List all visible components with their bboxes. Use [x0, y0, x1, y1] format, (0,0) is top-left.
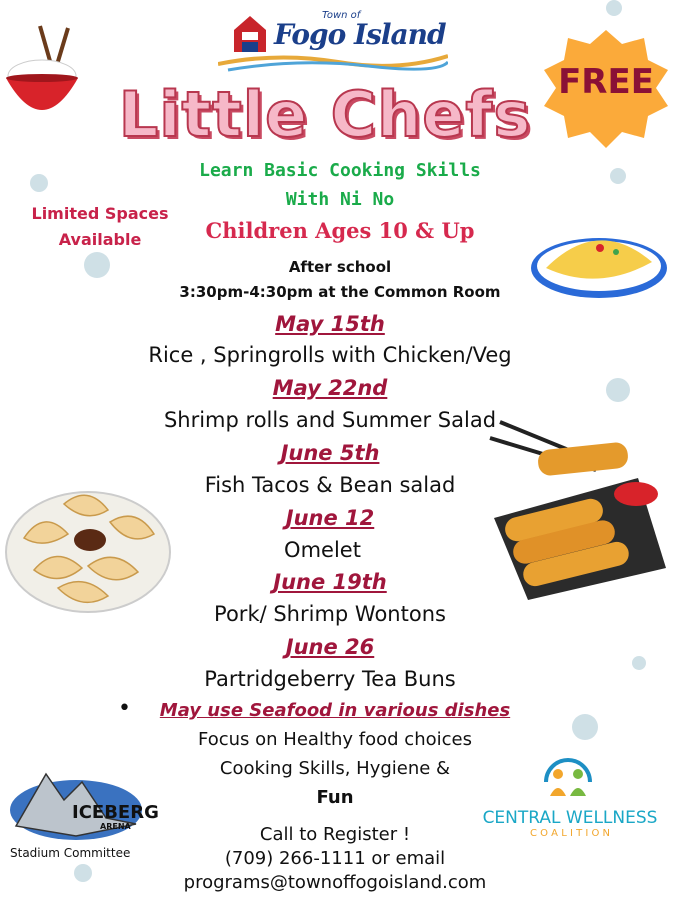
decor-dot — [30, 174, 48, 192]
iceberg-logo-subtext: ARENA — [100, 822, 131, 831]
schedule-date-may-22: May 22nd — [272, 376, 388, 400]
decor-dot — [632, 656, 646, 670]
wellness-people-icon — [540, 752, 596, 806]
logo-town-text: Town of — [322, 10, 361, 21]
omelet-illustration — [528, 222, 670, 302]
decor-dot — [74, 864, 92, 882]
schedule-dish-may-15: Rice , Springrolls with Chicken/Veg — [148, 343, 512, 367]
logo-name-text: Fogo Island — [274, 18, 446, 51]
schedule-dish-june-12: Omelet — [284, 538, 361, 562]
contact-line-1: Call to Register ! — [259, 824, 411, 845]
iceberg-arena-logo — [6, 766, 159, 846]
decor-dot — [610, 168, 626, 184]
iceberg-logo-text: ICEBERG — [72, 802, 159, 823]
free-badge-text: FREE — [558, 62, 654, 102]
decor-dot — [572, 714, 598, 740]
schedule-date-june-5: June 5th — [280, 441, 380, 465]
ages-line: Children Ages 10 & Up — [205, 218, 475, 243]
coalition-text: C O A L I T I O N — [529, 828, 611, 839]
seafood-note: May use Seafood in various dishes — [159, 700, 511, 721]
focus-line-2: Cooking Skills, Hygiene & — [219, 758, 451, 779]
springrolls-illustration — [488, 418, 668, 600]
dumplings-illustration — [4, 478, 172, 616]
limited-spaces-line-1: Limited Spaces — [31, 204, 169, 223]
fogo-island-logo — [218, 8, 448, 74]
stadium-committee-text: Stadium Committee — [10, 846, 131, 860]
schedule-dish-june-5: Fish Tacos & Bean salad — [204, 473, 456, 497]
schedule-date-june-19: June 19th — [273, 570, 387, 594]
decor-dot — [606, 378, 630, 402]
rice-bowl-illustration — [2, 22, 84, 118]
limited-spaces-line-2: Available — [58, 230, 142, 249]
schedule-date-june-26: June 26 — [285, 635, 375, 659]
intro-line-2: With Ni No — [285, 189, 395, 210]
wave-icon — [218, 52, 448, 72]
free-badge — [542, 30, 670, 148]
schedule-date-june-12: June 12 — [285, 506, 375, 530]
decor-dot — [84, 252, 110, 278]
decor-dot — [606, 0, 622, 16]
schedule-dish-june-19: Pork/ Shrimp Wontons — [214, 602, 446, 626]
schedule-dish-june-26: Partridgeberry Tea Buns — [204, 667, 456, 691]
intro-line-1: Learn Basic Cooking Skills — [199, 160, 481, 181]
house-icon — [230, 12, 270, 56]
central-wellness-text: CENTRAL WELLNESS — [482, 808, 658, 828]
bullet-glyph: • — [118, 696, 131, 721]
page-title: Little Chefs — [118, 78, 532, 151]
contact-email[interactable]: programs@townoffogoisland.com — [183, 872, 487, 893]
time-place-line: 3:30pm-4:30pm at the Common Room — [179, 283, 501, 301]
after-school-line: After school — [288, 258, 392, 276]
focus-line-1: Focus on Healthy food choices — [198, 729, 472, 750]
focus-line-3: Fun — [316, 787, 354, 808]
schedule-date-may-15: May 15th — [275, 312, 385, 336]
contact-line-2: (709) 266-1111 or email — [224, 848, 446, 869]
schedule-dish-may-22: Shrimp rolls and Summer Salad — [163, 408, 497, 432]
